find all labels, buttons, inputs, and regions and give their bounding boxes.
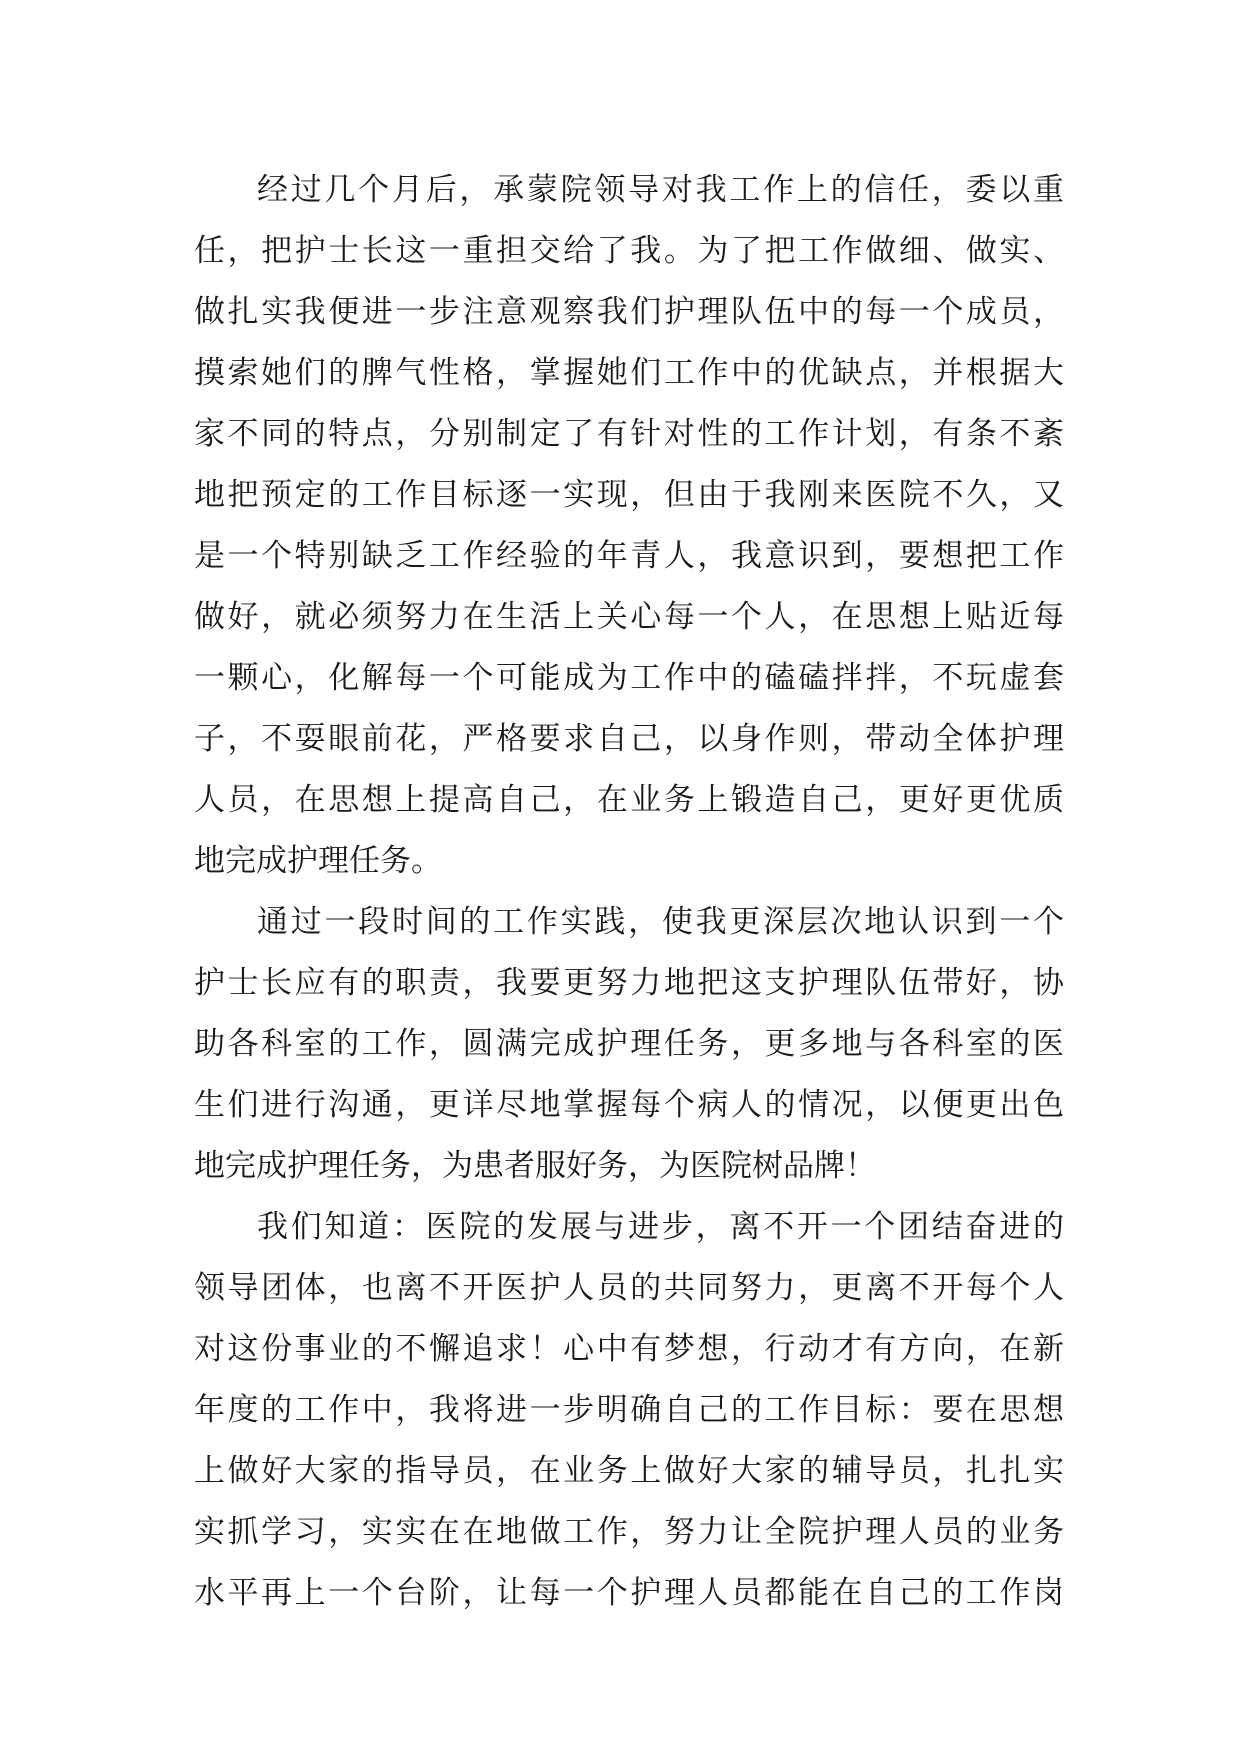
paragraph-line: 通过一段时间的工作实践，使我更深层次地认识到一个 <box>257 904 1064 940</box>
paragraph-line: 年度的工作中，我将进一步明确自己的工作目标：要在思想 <box>194 1392 1064 1428</box>
paragraph-line: 对这份事业的不懈追求！心中有梦想，行动才有方向，在新 <box>194 1331 1064 1367</box>
paragraph-line: 摸索她们的脾气性格，掌握她们工作中的优缺点，并根据大 <box>194 355 1064 391</box>
document-body <box>194 160 1064 1624</box>
paragraph-line: 地把预定的工作目标逐一实现，但由于我刚来医院不久，又 <box>194 477 1064 513</box>
paragraph-line: 生们进行沟通，更详尽地掌握每个病人的情况，以便更出色 <box>194 1087 1064 1123</box>
paragraph-line: 子，不耍眼前花，严格要求自己，以身作则，带动全体护理 <box>194 721 1064 757</box>
paragraph-line: 助各科室的工作，圆满完成护理任务，更多地与各科室的医 <box>194 1026 1064 1062</box>
paragraph-line: 上做好大家的指导员，在业务上做好大家的辅导员，扎扎实 <box>194 1453 1064 1489</box>
paragraph-line: 水平再上一个台阶，让每一个护理人员都能在自己的工作岗 <box>194 1575 1064 1611</box>
paragraph-line: 做好，就必须努力在生活上关心每一个人，在思想上贴近每 <box>194 599 1064 635</box>
paragraph-line: 任，把护士长这一重担交给了我。为了把工作做细、做实、 <box>194 233 1064 269</box>
paragraph-1 <box>194 160 1064 892</box>
paragraph-line: 做扎实我便进一步注意观察我们护理队伍中的每一个成员， <box>194 294 1064 330</box>
paragraph-line: 是一个特别缺乏工作经验的年青人，我意识到，要想把工作 <box>194 538 1064 574</box>
paragraph-line: 一颗心，化解每一个可能成为工作中的磕磕拌拌，不玩虚套 <box>194 660 1064 696</box>
paragraph-line: 地完成护理任务。 <box>194 843 442 879</box>
paragraph-line: 人员，在思想上提高自己，在业务上锻造自己，更好更优质 <box>194 782 1064 818</box>
paragraph-2 <box>194 892 1064 1197</box>
paragraph-line: 领导团体，也离不开医护人员的共同努力，更离不开每个人 <box>194 1270 1064 1306</box>
paragraph-3 <box>194 1197 1064 1624</box>
paragraph-line: 地完成护理任务，为患者服好务，为医院树品牌！ <box>194 1148 876 1184</box>
paragraph-line: 经过几个月后，承蒙院领导对我工作上的信任，委以重 <box>257 172 1064 208</box>
paragraph-line: 护士长应有的职责，我要更努力地把这支护理队伍带好，协 <box>194 965 1064 1001</box>
paragraph-line: 家不同的特点，分别制定了有针对性的工作计划，有条不紊 <box>194 416 1064 452</box>
paragraph-line: 实抓学习，实实在在地做工作，努力让全院护理人员的业务 <box>194 1514 1064 1550</box>
paragraph-line: 我们知道：医院的发展与进步，离不开一个团结奋进的 <box>257 1209 1064 1245</box>
